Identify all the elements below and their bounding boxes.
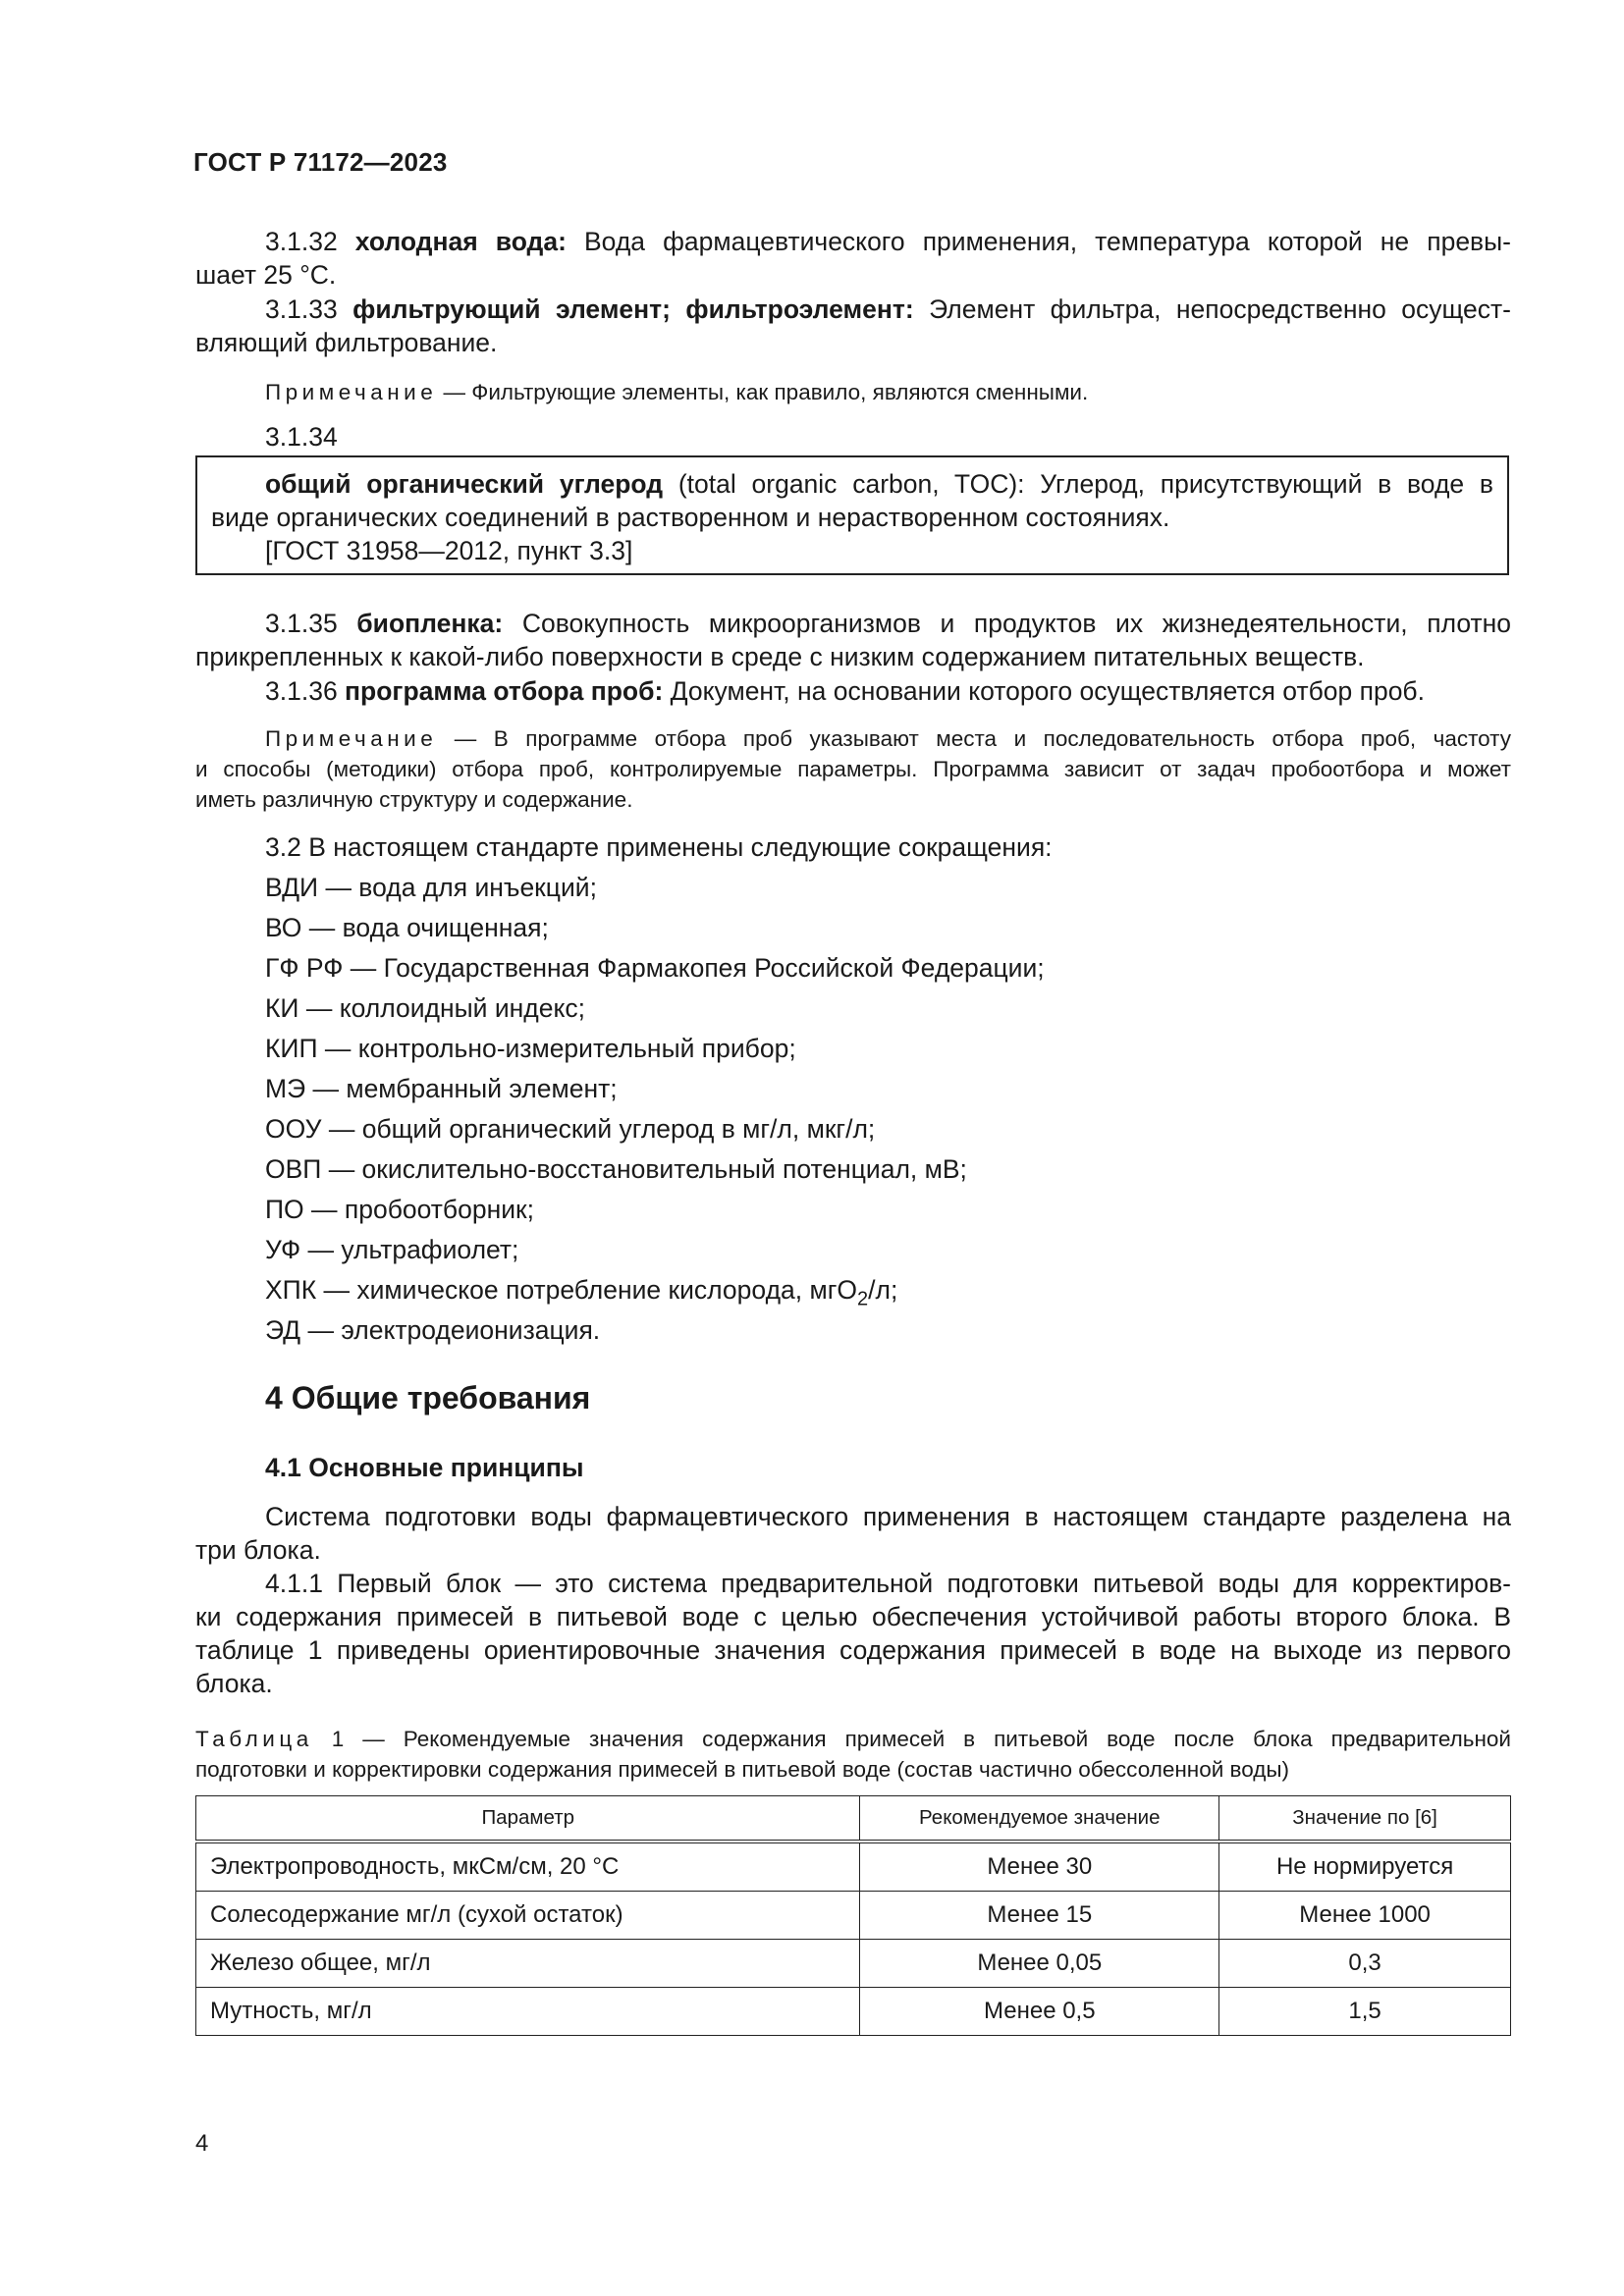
term-3-1-34-line2: виде органических соединений в растворенном и нерастворенном состояниях. bbox=[211, 503, 1170, 532]
section4-paragraph2-line3: таблице 1 приведены ориентировочные значения содержания примесей в воде на выходе из первого bbox=[195, 1635, 1511, 1665]
table-row bbox=[196, 1892, 1511, 1940]
section4-paragraph2-line2: ки содержания примесей в питьевой воде с целью обеспечения устойчивой работы второго блока. В bbox=[195, 1602, 1511, 1631]
term-3-1-33-line1: 3.1.33 фильтрующий элемент; фильтроэлемент: Элемент фильтра, непосредственно осущест- bbox=[265, 294, 1511, 324]
abbreviation-item: УФ — ультрафиолет; bbox=[265, 1235, 519, 1264]
term-3-1-36-name: программа отбора проб: bbox=[345, 676, 664, 706]
table-cell-parameter: Железо общее, мг/л bbox=[196, 1940, 860, 1988]
table-cell-recommended: Менее 30 bbox=[860, 1842, 1219, 1892]
term-3-1-34-number: 3.1.34 bbox=[265, 422, 338, 452]
abbreviation-item: ВО — вода очищенная; bbox=[265, 913, 549, 942]
note-sampling-program-line2: и способы (методики) отбора проб, контролируемые параметры. Программа зависит от задач пробоотбора и может bbox=[195, 757, 1511, 781]
table-cell-reference: Не нормируется bbox=[1219, 1842, 1511, 1892]
term-3-1-33-name: фильтрующий элемент; фильтроэлемент: bbox=[352, 294, 914, 324]
note-label: Примечание bbox=[265, 380, 438, 404]
table-cell-recommended: Менее 15 bbox=[860, 1892, 1219, 1940]
table-cell-parameter: Солесодержание мг/л (сухой остаток) bbox=[196, 1892, 860, 1940]
table-header-cell: Параметр bbox=[196, 1796, 860, 1842]
note-filter-elements: Примечание — Фильтрующие элементы, как правило, являются сменными. bbox=[265, 380, 1089, 404]
abbreviation-item-xpk: ХПК — химическое потребление кислорода, мгО$_2$/л; bbox=[265, 1275, 898, 1310]
subsection-heading: 4.1 Основные принципы bbox=[265, 1453, 584, 1482]
abbreviation-item: МЭ — мембранный элемент; bbox=[265, 1074, 618, 1103]
term-3-1-34-name: общий органический углерод bbox=[265, 469, 664, 499]
table-caption-line1: Таблица 1 — Рекомендуемые значения содержания примесей в питьевой воде после блока предварительной bbox=[195, 1727, 1511, 1751]
table-header-row bbox=[196, 1796, 1511, 1842]
term-3-1-36: 3.1.36 программа отбора проб: Документ, на основании которого осуществляется отбор проб. bbox=[265, 676, 1425, 706]
note-label: Примечание bbox=[265, 726, 438, 751]
table-header-cell: Значение по [6] bbox=[1219, 1796, 1511, 1842]
table-cell-parameter: Мутность, мг/л bbox=[196, 1988, 860, 2036]
section4-paragraph1-line2: три блока. bbox=[195, 1535, 321, 1565]
table-header-cell: Рекомендуемое значение bbox=[860, 1796, 1219, 1842]
abbreviation-item: ЭД — электродеионизация. bbox=[265, 1315, 601, 1345]
abbreviation-item: КИ — коллоидный индекс; bbox=[265, 993, 585, 1023]
term-3-1-32-line2: шает 25 °С. bbox=[195, 260, 337, 290]
term-3-1-32-name: холодная вода: bbox=[354, 227, 567, 256]
term-3-1-35-name: биопленка: bbox=[356, 609, 504, 638]
section-heading: 4 Общие требования bbox=[265, 1380, 591, 1415]
term-3-1-33-line2: вляющий фильтрование. bbox=[195, 328, 498, 357]
table-cell-recommended: Менее 0,05 bbox=[860, 1940, 1219, 1988]
impurities-table bbox=[195, 1795, 1511, 2036]
note-sampling-program-line1: Примечание — В программе отбора проб указывают места и последовательность отбора проб, частоту bbox=[265, 726, 1511, 751]
abbreviation-item: ОВП — окислительно-восстановительный потенциал, мВ; bbox=[265, 1154, 967, 1184]
table-cell-reference: 1,5 bbox=[1219, 1988, 1511, 2036]
table-row bbox=[196, 1842, 1511, 1892]
table-cell-parameter: Электропроводность, мкСм/см, 20 °С bbox=[196, 1842, 860, 1892]
section4-paragraph2-line1: 4.1.1 Первый блок — это система предварительной подготовки питьевой воды для корректиров- bbox=[265, 1569, 1511, 1598]
document-header-code: ГОСТ Р 71172—2023 bbox=[193, 147, 448, 177]
abbreviation-item: ГФ РФ — Государственная Фармакопея Российской Федерации; bbox=[265, 953, 1045, 983]
abbreviation-item: ПО — пробоотборник; bbox=[265, 1195, 534, 1224]
table-caption-line2: подготовки и корректировки содержания примесей в питьевой воде (состав частично обессоленной воды) bbox=[195, 1757, 1290, 1782]
table-row bbox=[196, 1940, 1511, 1988]
table-label: Таблица bbox=[195, 1727, 313, 1751]
term-3-1-32-line1: 3.1.32 холодная вода: Вода фармацевтического применения, температура которой не превы- bbox=[265, 227, 1512, 256]
table-cell-recommended: Менее 0,5 bbox=[860, 1988, 1219, 2036]
page-number: 4 bbox=[195, 2130, 209, 2157]
table-cell-reference: Менее 1000 bbox=[1219, 1892, 1511, 1940]
term-3-1-35-line2: прикрепленных к какой-либо поверхности в среде с низким содержанием питательных веществ. bbox=[195, 642, 1365, 671]
abbreviation-item: ООУ — общий органический углерод в мг/л, мкг/л; bbox=[265, 1114, 876, 1144]
abbreviation-item: ВДИ — вода для инъекций; bbox=[265, 873, 597, 902]
abbreviation-item: КИП — контрольно-измерительный прибор; bbox=[265, 1034, 796, 1063]
table-row bbox=[196, 1988, 1511, 2036]
note-sampling-program-line3: иметь различную структуру и содержание. bbox=[195, 787, 633, 812]
abbreviations-intro: 3.2 В настоящем стандарте применены следующие сокращения: bbox=[265, 832, 1053, 862]
section4-paragraph2-line4: блока. bbox=[195, 1669, 273, 1698]
table-cell-reference: 0,3 bbox=[1219, 1940, 1511, 1988]
section4-paragraph1-line1: Система подготовки воды фармацевтического применения в настоящем стандарте разделена на bbox=[265, 1502, 1511, 1531]
term-3-1-35-line1: 3.1.35 биопленка: Совокупность микроорганизмов и продуктов их жизнедеятельности, плотно bbox=[265, 609, 1511, 638]
term-3-1-34-source: [ГОСТ 31958—2012, пункт 3.3] bbox=[265, 536, 633, 565]
term-3-1-34-line1: общий органический углерод (total organic carbon, TOC): Углерод, присутствующий в воде в bbox=[265, 469, 1494, 499]
